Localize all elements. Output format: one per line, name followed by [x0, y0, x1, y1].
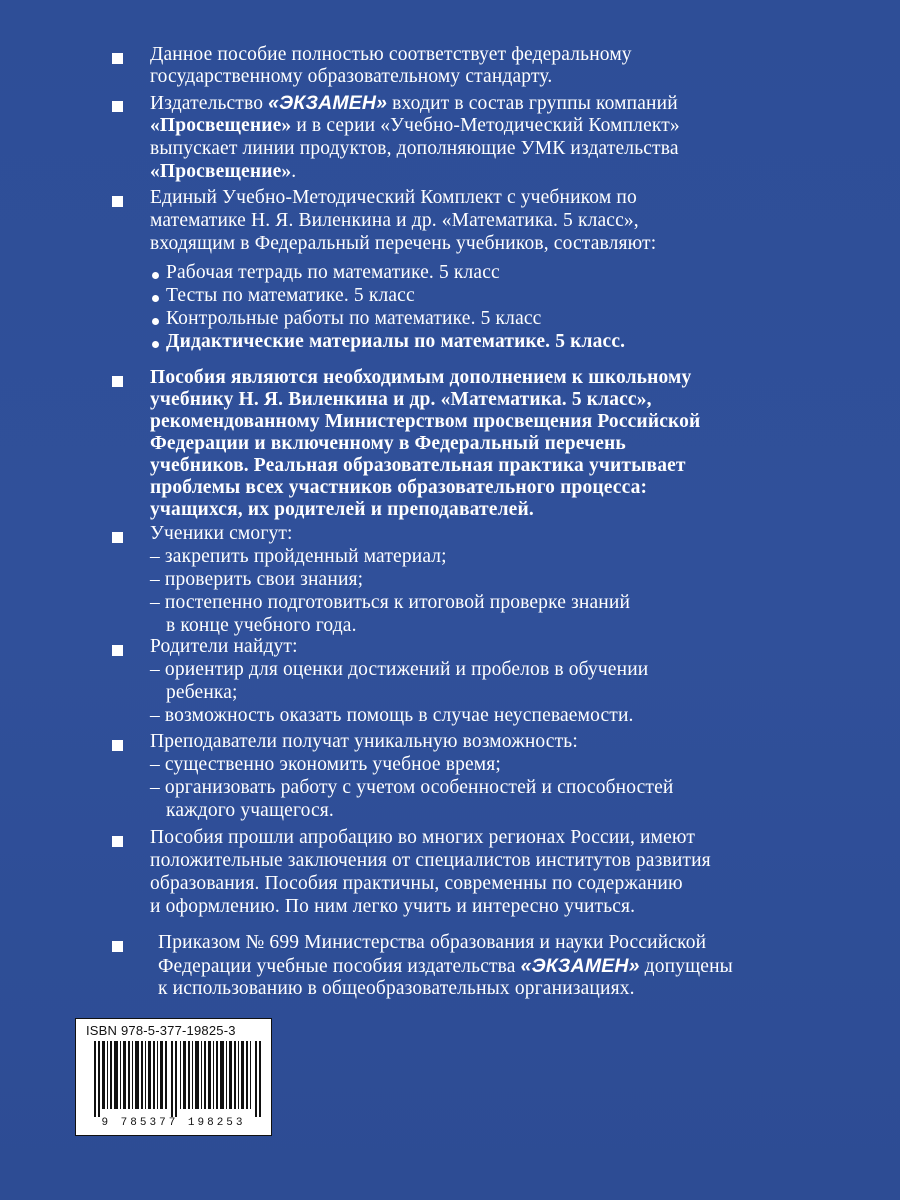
text-line: – ориентир для оценки достижений и пробелов в обучении — [150, 659, 649, 680]
text-line: Пособия прошли апробацию во многих регионах России, имеют — [150, 827, 696, 848]
text-line: – существенно экономить учебное время; — [150, 754, 501, 775]
text-line: и оформлению. По ним легко учить и интересно учиться. — [150, 896, 636, 917]
text-line: выпускает линии продуктов, дополняющие УМК издательства — [150, 138, 679, 159]
text-line: проблемы всех участников образовательного процесса: — [150, 477, 648, 498]
text-line: – возможность оказать помощь в случае неуспеваемости. — [150, 705, 634, 726]
text-line: – организовать работу с учетом особенностей и способностей — [150, 777, 674, 798]
text-line: «Просвещение» и в серии «Учебно-Методический Комплект» — [150, 115, 680, 136]
text-line: Родители найдут: — [150, 636, 298, 657]
square-bullet-icon — [112, 53, 123, 64]
text-line: в конце учебного года. — [166, 615, 357, 636]
text-line: «Просвещение». — [150, 161, 297, 182]
text-line: к использованию в общеобразовательных организациях. — [158, 978, 635, 999]
list-item: Тесты по математике. 5 класс — [166, 285, 415, 306]
text-line: Федерации учебные пособия издательства «ЭКЗАМЕН» допущены — [158, 955, 733, 977]
barcode-digits: 9 785377 198253 — [101, 1117, 246, 1129]
text-line: – постепенно подготовиться к итоговой проверке знаний — [150, 592, 631, 613]
text-line: учащихся, их родителей и преподавателей. — [150, 499, 534, 520]
text-line: учебников. Реальная образовательная практика учитывает — [150, 455, 686, 476]
square-bullet-icon — [112, 101, 123, 112]
text-line: математике Н. Я. Виленкина и др. «Математика. 5 класс», — [150, 210, 639, 231]
square-bullet-icon — [112, 941, 123, 952]
square-bullet-icon — [112, 836, 123, 847]
text-line: Единый Учебно-Методический Комплект с учебником по — [150, 187, 637, 208]
list-item: Дидактические материалы по математике. 5 класс. — [166, 331, 626, 352]
text-line: Данное пособие полностью соответствует федеральному — [150, 44, 632, 65]
text-line: образования. Пособия практичны, современны по содержанию — [150, 873, 683, 894]
text-line: Ученики смогут: — [150, 523, 293, 544]
round-bullet-icon — [152, 272, 159, 279]
text-line: Приказом № 699 Министерства образования и науки Российской — [158, 932, 707, 953]
publisher-brand: «ЭКЗАМЕН» — [520, 955, 640, 977]
square-bullet-icon — [112, 645, 123, 656]
text-line: Пособия являются необходимым дополнением к школьному — [150, 367, 692, 388]
text-line: каждого учащегося. — [166, 800, 334, 821]
text-line: положительные заключения от специалистов институтов развития — [150, 850, 711, 871]
publisher-brand: «ЭКЗАМЕН» — [268, 92, 388, 114]
isbn-barcode-label — [75, 1018, 272, 1136]
text-line: учебнику Н. Я. Виленкина и др. «Математика. 5 класс», — [150, 389, 652, 410]
text-line: Федерации и включенному в Федеральный перечень — [150, 433, 626, 454]
text-line: – закрепить пройденный материал; — [150, 546, 447, 567]
barcode-icon — [94, 1041, 262, 1117]
square-bullet-icon — [112, 196, 123, 207]
list-item: Контрольные работы по математике. 5 класс — [166, 308, 542, 329]
text-line: входящим в Федеральный перечень учебников, составляют: — [150, 233, 657, 254]
round-bullet-icon — [152, 341, 159, 348]
text-line: Издательство «ЭКЗАМЕН» входит в состав группы компаний — [150, 92, 678, 114]
square-bullet-icon — [112, 532, 123, 543]
text-line: рекомендованному Министерством просвещения Российской — [150, 411, 701, 432]
text-line: ребенка; — [166, 682, 238, 703]
list-item: Рабочая тетрадь по математике. 5 класс — [166, 262, 500, 283]
square-bullet-icon — [112, 740, 123, 751]
text-line: Преподаватели получат уникальную возможность: — [150, 731, 578, 752]
text-line: – проверить свои знания; — [150, 569, 364, 590]
text-line: государственному образовательному стандарту. — [150, 66, 553, 87]
square-bullet-icon — [112, 376, 123, 387]
round-bullet-icon — [152, 295, 159, 302]
isbn-number: ISBN 978-5-377-19825-3 — [86, 1023, 236, 1038]
round-bullet-icon — [152, 318, 159, 325]
